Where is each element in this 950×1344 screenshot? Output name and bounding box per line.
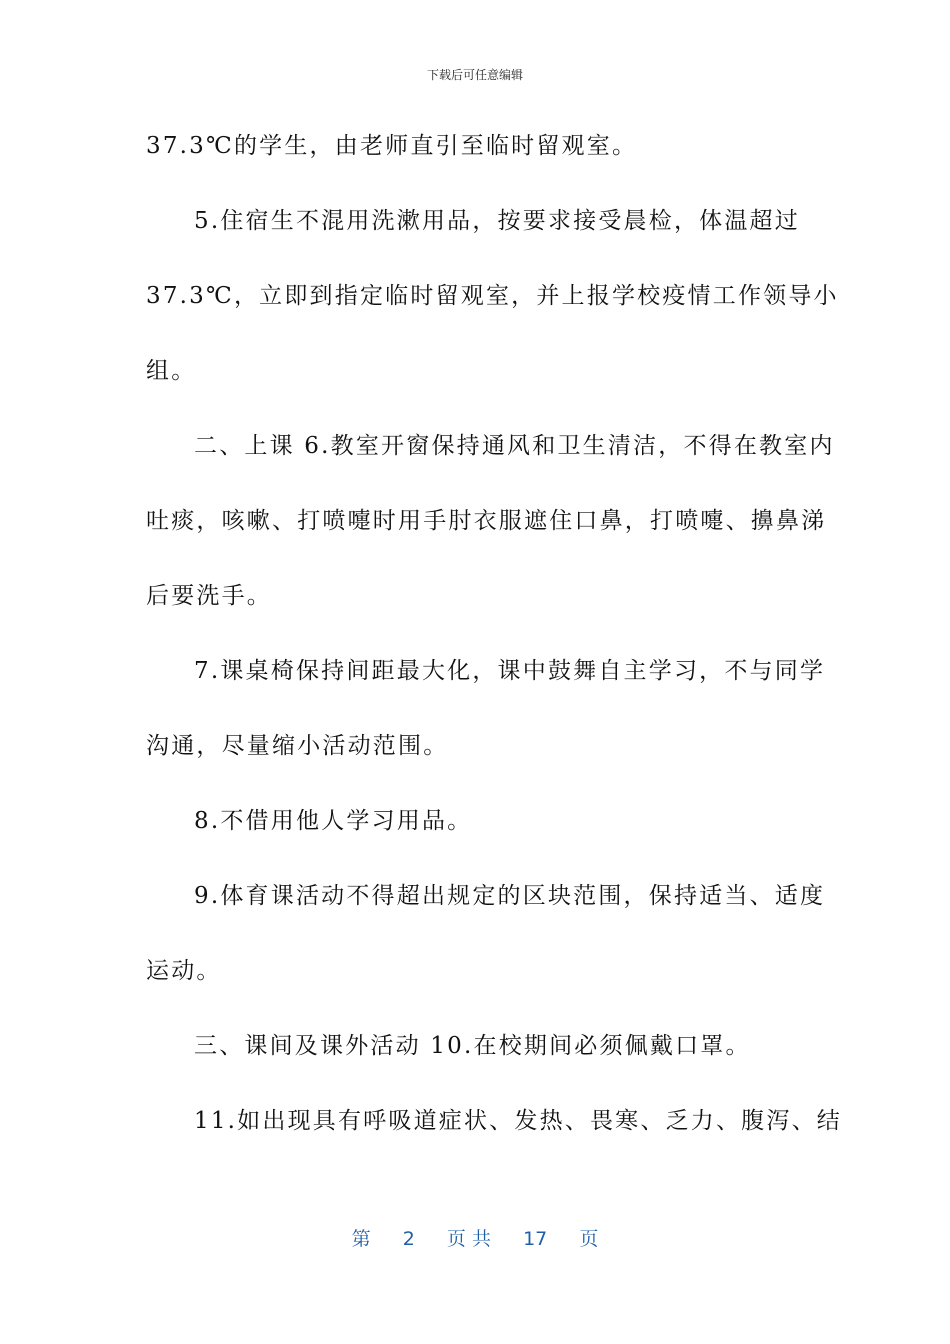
text-line-8: 7.课桌椅保持间距最大化，课中鼓舞自主学习，不与同学: [194, 658, 826, 684]
text-line-2: 5.住宿生不混用洗漱用品，按要求接受晨检，体温超过: [194, 208, 800, 234]
text-line-11: 9.体育课活动不得超出规定的区块范围，保持适当、适度: [194, 883, 826, 909]
text-line-12: 运动。: [146, 958, 222, 984]
footer-middle: 页 共: [446, 1228, 491, 1250]
text-line-1: 37.3℃的学生，由老师直引至临时留观室。: [146, 133, 638, 159]
text-line-5: 二、上课 6.教室开窗保持通风和卫生清洁，不得在教室内: [194, 433, 835, 459]
text-line-14: 11.如出现具有呼吸道症状、发热、畏寒、乏力、腹泻、结: [194, 1108, 842, 1134]
page-footer: [0, 1224, 950, 1251]
text-line-13: 三、课间及课外活动 10.在校期间必须佩戴口罩。: [194, 1033, 751, 1059]
footer-suffix: 页: [579, 1228, 599, 1250]
text-line-3: 37.3℃，立即到指定临时留观室，并上报学校疫情工作领导小: [146, 283, 839, 309]
text-line-9: 沟通，尽量缩小活动范围。: [146, 733, 449, 759]
text-line-6: 吐痰，咳嗽、打喷嚏时用手肘衣服遮住口鼻，打喷嚏、擤鼻涕: [146, 508, 827, 534]
footer-current-page: 2: [402, 1228, 415, 1250]
text-line-4: 组。: [146, 358, 197, 384]
text-line-7: 后要洗手。: [146, 583, 272, 609]
page-header-note: 下载后可任意编辑: [426, 68, 523, 82]
footer-prefix: 第: [351, 1228, 371, 1250]
footer-total-pages: 17: [523, 1228, 548, 1250]
body-text: [146, 118, 842, 1168]
text-line-10: 8.不借用他人学习用品。: [194, 808, 473, 834]
